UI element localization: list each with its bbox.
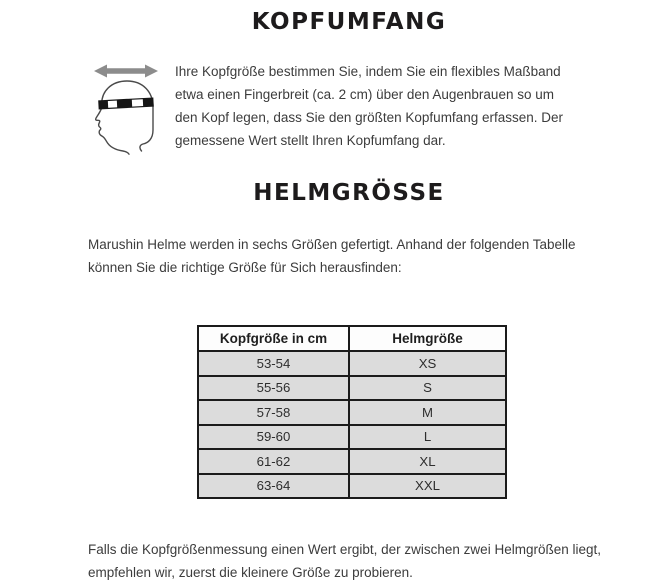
table-header-row bbox=[198, 326, 506, 351]
kopfumfang-heading: KOPFUMFANG bbox=[251, 9, 447, 35]
kopfgroesse-cell: 63-64 bbox=[198, 474, 349, 499]
kopfgroesse-cell: 61-62 bbox=[198, 449, 349, 474]
kopfumfang-paragraph bbox=[175, 60, 570, 152]
paragraph-line: etwa einen Fingerbreit (ca. 2 cm) über den Augenbrauen so um bbox=[175, 87, 554, 102]
kopfgroesse-cell: 59-60 bbox=[198, 425, 349, 450]
table-row bbox=[198, 425, 506, 450]
table-row bbox=[198, 449, 506, 474]
helmgroesse-cell: M bbox=[349, 400, 506, 425]
paragraph-line: gemessene Wert stellt Ihren Kopfumfang dar. bbox=[175, 133, 446, 148]
table-row bbox=[198, 400, 506, 425]
helmgroesse-cell: XXL bbox=[349, 474, 506, 499]
kopfgroesse-cell: 53-54 bbox=[198, 351, 349, 376]
kopfgroesse-cell: 57-58 bbox=[198, 400, 349, 425]
measuring-tape-band bbox=[99, 98, 153, 109]
paragraph-line: empfehlen wir, zuerst die kleinere Größe zu probieren. bbox=[88, 565, 413, 580]
table-row bbox=[198, 376, 506, 401]
width-arrow-icon bbox=[94, 65, 158, 78]
helmgroesse-cell: XS bbox=[349, 351, 506, 376]
helmgroesse-note-paragraph bbox=[88, 538, 608, 584]
paragraph-line: Ihre Kopfgröße bestimmen Sie, indem Sie ein flexibles Maßband bbox=[175, 64, 561, 79]
table-row bbox=[198, 474, 506, 499]
helmgroesse-cell: XL bbox=[349, 449, 506, 474]
helmet-size-table bbox=[197, 325, 507, 499]
head-circumference-icon bbox=[86, 60, 166, 160]
helmgroesse-cell: L bbox=[349, 425, 506, 450]
column-header-helmgroesse: Helmgröße bbox=[349, 326, 506, 351]
paragraph-line: Marushin Helme werden in sechs Größen gefertigt. Anhand der folgenden Tabelle bbox=[88, 237, 576, 252]
kopfgroesse-cell: 55-56 bbox=[198, 376, 349, 401]
table-row bbox=[198, 351, 506, 376]
paragraph-line: den Kopf legen, dass Sie den größten Kopfumfang erfassen. Der bbox=[175, 110, 563, 125]
paragraph-line: Falls die Kopfgrößenmessung einen Wert ergibt, der zwischen zwei Helmgrößen liegt, bbox=[88, 542, 601, 557]
head-profile-icon bbox=[96, 81, 154, 154]
column-header-kopfgroesse: Kopfgröße in cm bbox=[198, 326, 349, 351]
helmgroesse-cell: S bbox=[349, 376, 506, 401]
helmgroesse-heading: HELMGRÖSSE bbox=[253, 180, 445, 206]
paragraph-line: können Sie die richtige Größe für Sich herausfinden: bbox=[88, 260, 402, 275]
helmgroesse-intro-paragraph bbox=[88, 233, 588, 279]
